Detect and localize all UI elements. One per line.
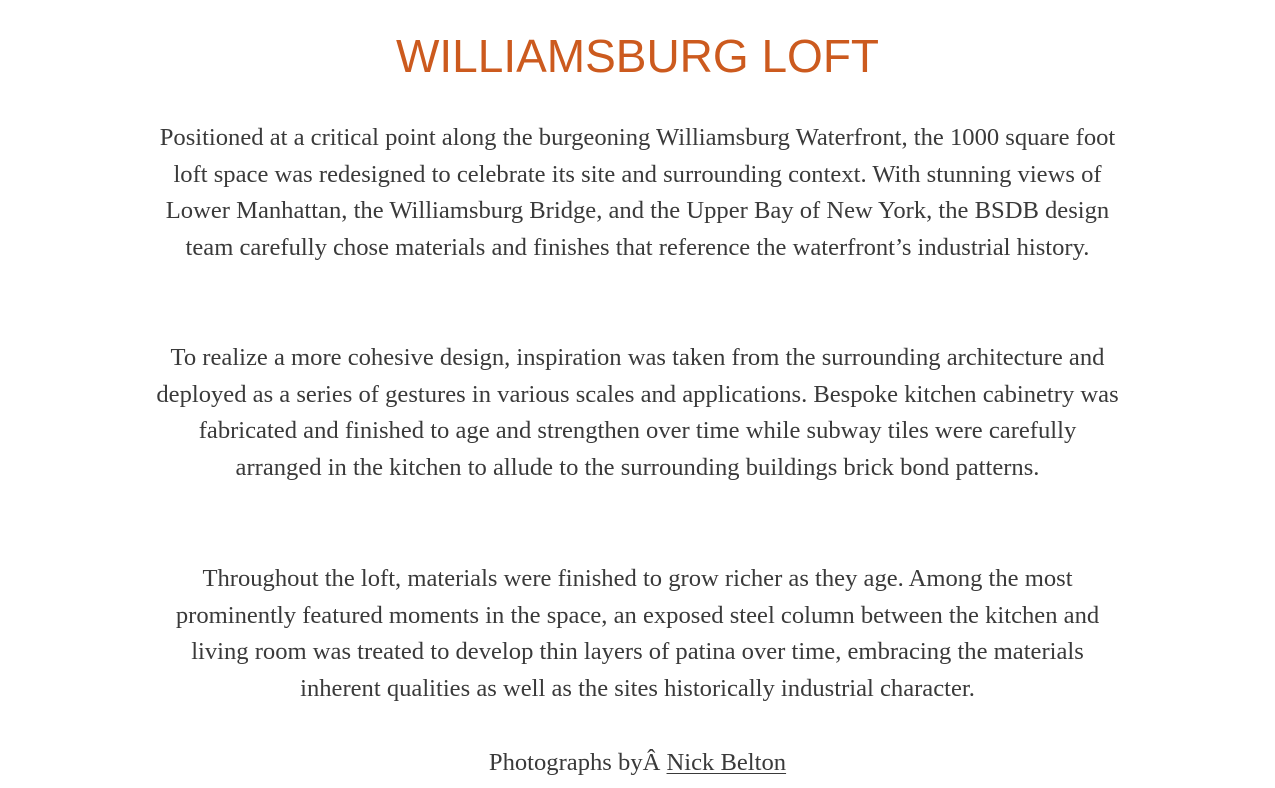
paragraph-materials: Throughout the loft, materials were finished to grow richer as they age. Among the most prominently featured moments in the space, an exposed steel column between the kitchen and living room was treated to develop thin layers of patina over time, embracing the materials inherent qualities as well as the sites historically industrial character.	[175, 565, 1100, 703]
photo-credit-prefix: Photographs byÂ	[488, 749, 667, 776]
photographer-link[interactable]: Nick Belton	[666, 749, 787, 776]
page-title: WILLIAMSBURG LOFT	[395, 30, 880, 82]
photo-credit	[0, 745, 1275, 782]
paragraph-design: To realize a more cohesive design, inspiration was taken from the surrounding architecture and deployed as a series of gestures in various scales and applications. Bespoke kitchen cabinetry was fabricated and finished to age and strengthen over time while subway tiles were carefully arranged in the kitchen to allude to the surrounding buildings brick bond patterns.	[156, 344, 1119, 482]
paragraph-intro: Positioned at a critical point along the burgeoning Williamsburg Waterfront, the 1000 square foot loft space was redesigned to celebrate its site and surrounding context. With stunning views of Lower Manhattan, the Williamsburg Bridge, and the Upper Bay of New York, the BSDB design team carefully chose materials and finishes that reference the waterfront’s industrial history.	[159, 124, 1116, 262]
